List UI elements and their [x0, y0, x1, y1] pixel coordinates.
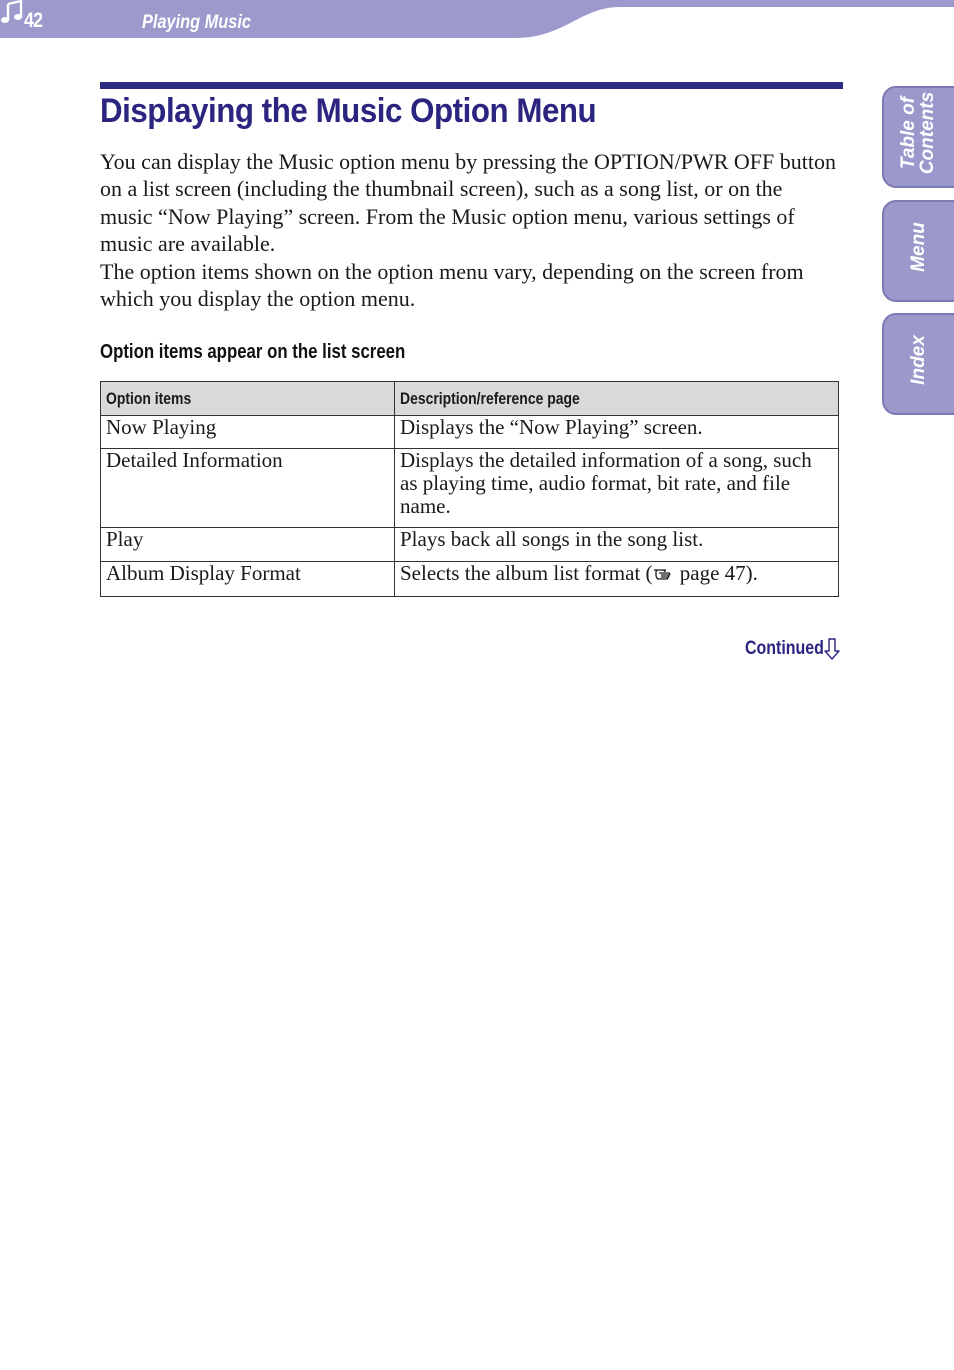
description-cell: Displays the detailed information of a song, such as playing time, audio format, bit rate, and file name.: [395, 449, 839, 528]
continued-label: Continued: [745, 638, 824, 659]
intro-paragraph: You can display the Music option menu by pressing the OPTION/PWR OFF button on a list screen (including the thumbnail screen), such as a song list, or on the music “Now Playing” screen. From the Music option menu, various settings of music are available.: [100, 149, 836, 257]
continued-link[interactable]: [745, 637, 841, 661]
tab-table-of-contents-label: Table of Contents: [898, 91, 938, 175]
down-arrow-icon: [823, 637, 841, 661]
description-cell: Displays the “Now Playing” screen.: [395, 416, 839, 449]
table-row: [101, 416, 839, 449]
tab-index-label: Index: [907, 335, 929, 385]
music-note-icon: [0, 0, 24, 24]
option-item-cell: Play: [101, 528, 395, 562]
column-header-label: Option items: [106, 389, 192, 408]
description-cell: Plays back all songs in the song list.: [395, 528, 839, 562]
header-band: [0, 0, 954, 40]
table-row: [101, 528, 839, 562]
table-row: [101, 562, 839, 597]
option-item-cell: Now Playing: [101, 416, 395, 449]
table-header-row: [101, 382, 839, 416]
intro-paragraph: The option items shown on the option menu vary, depending on the screen from which you display the option menu.: [100, 258, 804, 312]
option-item-cell: Detailed Information: [101, 449, 395, 528]
tab-table-of-contents[interactable]: [882, 86, 954, 188]
title-rule: [100, 82, 843, 89]
tab-index[interactable]: [882, 313, 954, 415]
tab-menu[interactable]: [882, 200, 954, 302]
option-item-cell: Album Display Format: [101, 562, 395, 597]
column-header-option-items: [101, 382, 395, 416]
description-text: Selects the album list format (: [400, 561, 653, 585]
description-cell: [395, 562, 839, 597]
intro-text: [100, 148, 840, 312]
column-header-description: [395, 382, 839, 416]
pointing-hand-icon[interactable]: [653, 565, 675, 581]
page-reference-link[interactable]: page 47).: [674, 561, 758, 585]
page-number: 42: [24, 9, 43, 32]
section-title: Playing Music: [142, 12, 251, 33]
subheading: Option items appear on the list screen: [100, 341, 406, 363]
column-header-label: Description/reference page: [400, 389, 580, 408]
tab-menu-label: Menu: [907, 222, 929, 272]
table-row: [101, 449, 839, 528]
page-title: Displaying the Music Option Menu: [100, 92, 597, 130]
option-items-table: [100, 381, 839, 597]
